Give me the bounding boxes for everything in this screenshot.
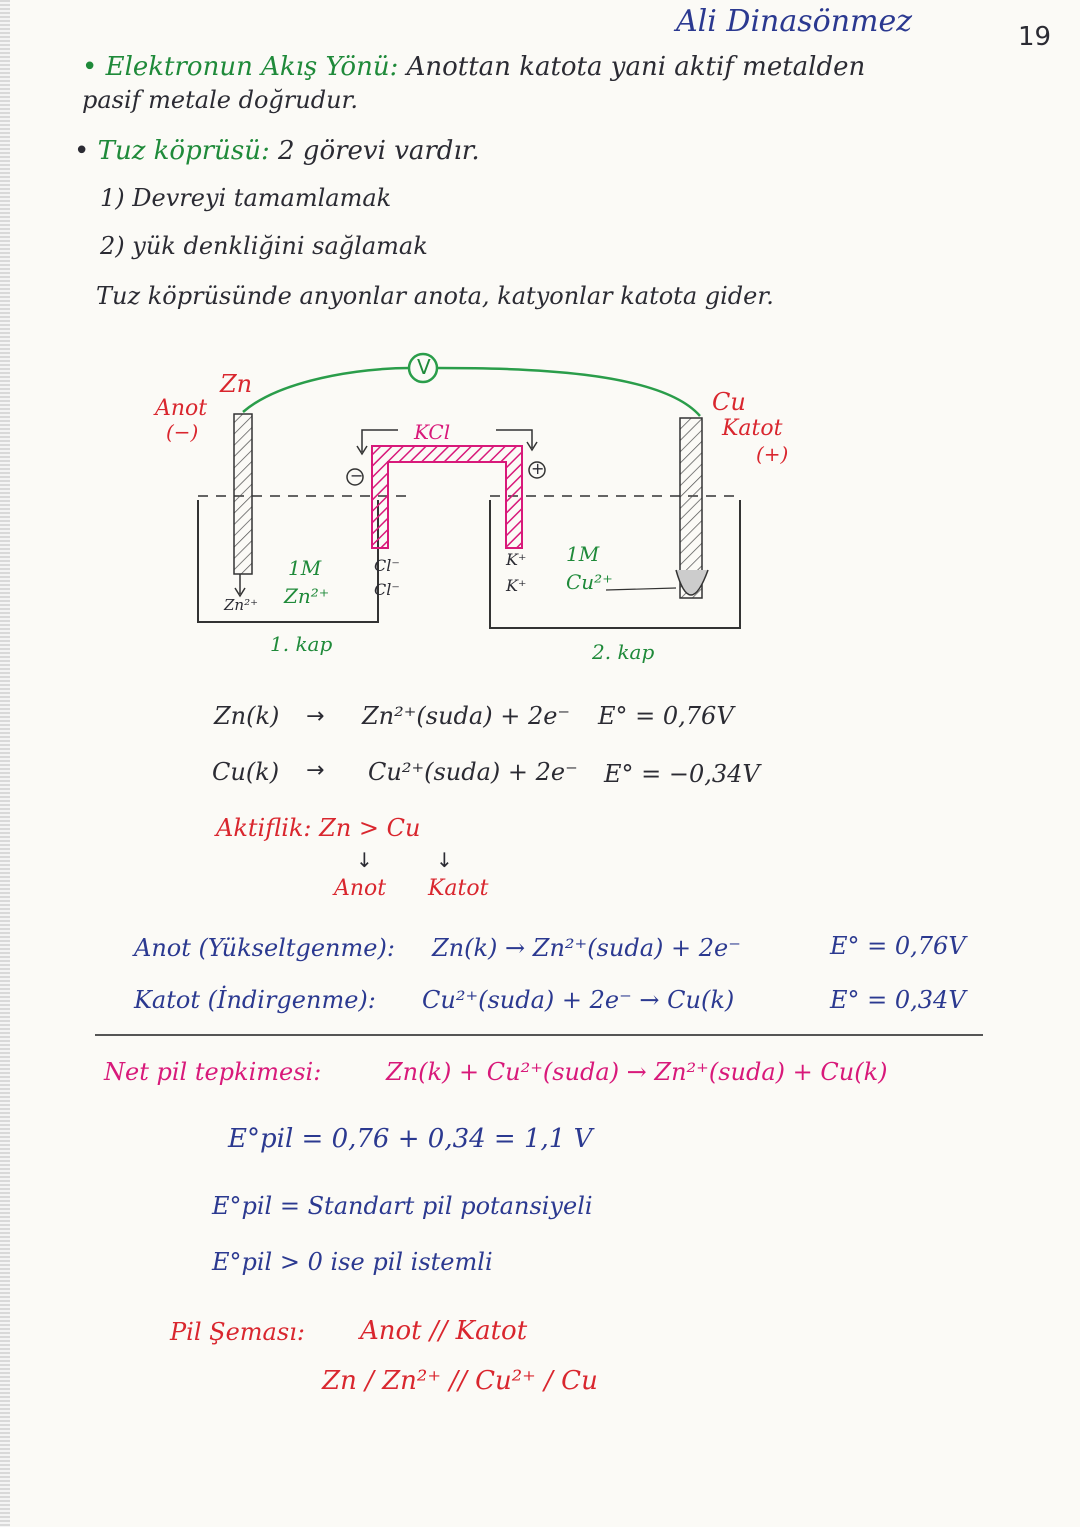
container-2-label: 2. kap (592, 640, 655, 664)
potassium-ion-1: K⁺ (506, 550, 527, 569)
anot-result: Anot (334, 876, 387, 901)
author-name: Ali Dinasönmez (676, 4, 913, 39)
katot-sign: (+) (756, 442, 789, 466)
electron-flow-line2: pasif metale doğrudur. (82, 86, 358, 114)
bullet: • (74, 136, 90, 166)
reaction-1-right: Zn²⁺(suda) + 2e⁻ (362, 702, 571, 730)
left-ion: Zn²⁺ (284, 584, 330, 608)
anode-potential: E° = 0,76V (830, 932, 966, 960)
reaction-2-arrow: → (306, 758, 325, 783)
cell-potential: E°pil = 0,76 + 0,34 = 1,1 V (228, 1124, 593, 1154)
salt-bridge-text: 2 görevi vardır. (278, 136, 480, 166)
wire-left (243, 368, 410, 412)
zn-label: Zn (220, 370, 253, 398)
anode-reaction-equation: Zn(k) → Zn²⁺(suda) + 2e⁻ (432, 934, 741, 962)
cathode-potential: E° = 0,34V (830, 986, 966, 1014)
anot-label: Anot (155, 396, 208, 421)
cell-scheme-label: Pil Şeması: (170, 1318, 305, 1346)
left-concentration: 1M (288, 556, 322, 580)
electron-flow-text: Anottan katota yani aktif metalden (406, 52, 866, 82)
kcl-label: KCl (414, 420, 451, 444)
reaction-1-left: Zn(k) (214, 702, 280, 730)
potassium-ion-2: K⁺ (506, 576, 527, 595)
reaction-1-potential: E° = 0,76V (598, 702, 734, 730)
voltmeter-label: V (417, 355, 431, 379)
salt-bridge-item-1: 1) Devreyi tamamlamak (100, 184, 392, 212)
reaction-2-left: Cu(k) (212, 758, 280, 786)
reaction-2-potential: E° = −0,34V (604, 760, 760, 788)
katot-result: Katot (428, 876, 489, 901)
anot-sign: (−) (166, 420, 199, 444)
divider (95, 1034, 983, 1036)
zn-electrode (234, 414, 252, 574)
activity-line: Aktiflik: Zn > Cu (216, 814, 421, 842)
right-ion: Cu²⁺ (566, 570, 613, 594)
reaction-2-right: Cu²⁺(suda) + 2e⁻ (368, 758, 578, 786)
salt-bridge-title: Tuz köprüsü: (97, 136, 270, 166)
left-ion-small: Zn²⁺ (224, 596, 259, 614)
galvanic-cell-diagram (0, 0, 1080, 700)
page-number: 19 (1018, 22, 1052, 52)
cell-potential-definition: E°pil = Standart pil potansiyeli (212, 1192, 593, 1220)
salt-bridge-item-2: 2) yük denkliğini sağlamak (100, 232, 428, 260)
salt-bridge-summary: Tuz köprüsünde anyonlar anota, katyonlar katota gider. (96, 282, 774, 310)
net-reaction-equation: Zn(k) + Cu²⁺(suda) → Zn²⁺(suda) + Cu(k) (386, 1058, 888, 1086)
cu-label: Cu (712, 388, 746, 416)
cathode-reaction-label: Katot (İndirgenme): (134, 986, 376, 1014)
katot-label: Katot (722, 416, 783, 441)
cathode-reaction-equation: Cu²⁺(suda) + 2e⁻ → Cu(k) (422, 986, 735, 1014)
wire-right (436, 368, 700, 416)
anode-reaction-label: Anot (Yükseltgenme): (134, 934, 395, 962)
arrow-katot: ↓ (436, 848, 453, 872)
plus-sign: + (531, 459, 545, 478)
bullet: • (82, 52, 98, 82)
right-concentration: 1M (566, 542, 600, 566)
electron-flow-title: Elektronun Akış Yönü: (105, 52, 399, 82)
chloride-ion-2: Cl⁻ (374, 580, 400, 599)
cell-scheme-formula: Zn / Zn²⁺ // Cu²⁺ / Cu (322, 1366, 598, 1396)
chloride-ion-1: Cl⁻ (374, 556, 400, 575)
net-reaction-label: Net pil tepkimesi: (104, 1058, 322, 1086)
reaction-1-arrow: → (306, 704, 325, 729)
arrow-anot: ↓ (356, 848, 373, 872)
container-1-label: 1. kap (270, 632, 333, 656)
cell-scheme-text: Anot // Katot (360, 1316, 528, 1346)
minus-sign: − (350, 466, 364, 485)
spontaneity-condition: E°pil > 0 ise pil istemli (212, 1248, 493, 1276)
salt-bridge (372, 446, 522, 548)
